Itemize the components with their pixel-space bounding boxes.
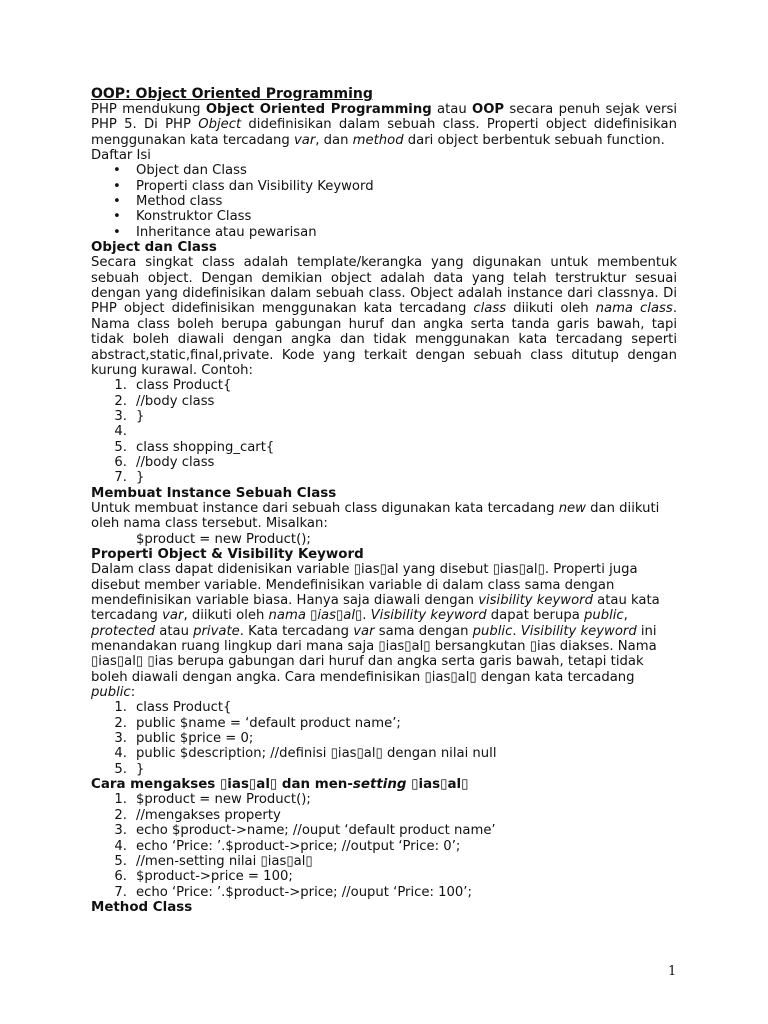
code-text: //men-setting nilai ▯ias▯al▯ (136, 853, 313, 869)
line-number: 6. (114, 454, 127, 470)
code-line (91, 394, 677, 409)
section-heading: Membuat Instance Sebuah Class (91, 485, 337, 501)
text: ini menandakan ruang lingkup dari mana saja ▯ias▯al▯ bersangkutan ▯ias diakses. Nama ▯ias▯al▯ ▯ias berupa gabungan dari huruf dan angka serta garis bawah, tetapi tidak boleh diawali dengan angka. Cara mendefinisikan ▯ias▯al▯ dengan kata tercadang (91, 623, 657, 685)
text: PHP mendukung (91, 102, 206, 117)
code-list (91, 792, 677, 899)
line-number: 7. (114, 884, 127, 900)
code-line (91, 854, 677, 869)
line-number: 2. (114, 807, 127, 823)
code-line (91, 869, 677, 884)
code-line (91, 470, 677, 485)
code-text: public $name = ‘default product name’; (136, 715, 401, 731)
section-heading: Object dan Class (91, 240, 217, 256)
line-number: 4. (114, 838, 127, 854)
italic-text: Object (198, 117, 242, 133)
italic-text: var (293, 132, 316, 148)
line-number: 5. (114, 853, 127, 869)
line-number: 6. (114, 869, 127, 885)
code-line (91, 455, 677, 470)
line-number: 1. (114, 700, 127, 716)
toc-item: • Object dan Class (91, 163, 677, 178)
italic-text: public (583, 608, 624, 624)
italic-text: nama ▯ias▯al▯ (268, 608, 363, 624)
text: dan diikuti oleh nama class tersebut. Misalkan: (91, 500, 660, 532)
code-text: public $price = 0; (136, 731, 254, 747)
text: didefinisikan dalam sebuah class. Properti object didefinisikan menggunakan kata tercadang (91, 117, 677, 148)
text: dapat berupa (486, 608, 584, 624)
code-text: class shopping_cart{ (136, 439, 275, 455)
text: sama dengan (374, 623, 473, 639)
section-heading: Properti Object & Visibility Keyword (91, 546, 364, 562)
toc-list (91, 163, 677, 240)
code-line (91, 409, 677, 424)
italic-text: visibility keyword (478, 593, 593, 608)
bold-text: OOP (472, 102, 505, 117)
line-number: 5. (114, 439, 127, 455)
text: Dalam class dapat didenisikan variable ▯ias▯al yang disebut ▯ias▯al▯. Properti juga disebut member variable. Mendefinisikan variable di dalam class sama dengan mendefinisikan variable biasa. Hanya saja diawali dengan (91, 562, 638, 608)
code-snippet: $product = new Product(); (136, 531, 311, 547)
code-line (91, 378, 677, 393)
italic-text: class (473, 301, 507, 317)
italic-text: setting (352, 777, 407, 793)
text: . Nama class boleh berupa gabungan huruf dan angka serta tanda garis bawah, tapi tidak boleh diawali dengan angka dan tidak menggunakan kata tercadang seperti abstract,static,final,private. Kode yang terkait dengan sebuah class ditutup dengan kurung kurawal. Contoh: (91, 301, 678, 378)
toc-label: Daftar Isi (91, 148, 151, 164)
italic-text: nama class (595, 301, 673, 317)
italic-text: protected (91, 623, 156, 639)
code-text: //mengakses property (136, 807, 281, 823)
text: atau (431, 102, 473, 117)
text: secara penuh sejak versi PHP 5. Di PHP (91, 102, 678, 133)
italic-text: var (162, 608, 184, 624)
text: . (512, 623, 521, 639)
code-line (91, 424, 677, 439)
code-list (91, 700, 677, 777)
italic-text: method (352, 132, 404, 148)
code-line (91, 823, 677, 838)
line-number: 3. (114, 731, 127, 747)
code-text: echo $product->name; //ouput ‘default product name’ (136, 823, 496, 839)
code-line (91, 762, 677, 777)
code-text: public $description; //definisi ▯ias▯al▯ dengan nilai null (136, 746, 497, 762)
code-line (91, 700, 677, 715)
code-line (91, 839, 677, 854)
toc-item: • Properti class dan Visibility Keyword (91, 179, 677, 194)
code-text: class Product{ (136, 378, 232, 394)
text: Untuk membuat instance dari sebuah class digunakan kata tercadang (91, 500, 559, 516)
text: , diikuti oleh (183, 608, 269, 624)
line-number: 2. (114, 393, 127, 409)
code-text: class Product{ (136, 700, 232, 716)
toc-item: • Inheritance atau pewarisan (91, 225, 677, 240)
code-line (91, 746, 677, 761)
text: , (623, 608, 628, 624)
document-title: OOP: Object Oriented Programming (91, 86, 373, 102)
italic-text: Visibility keyword (370, 608, 487, 624)
line-number: 3. (114, 823, 127, 839)
section-paragraph (91, 562, 677, 700)
text: : (130, 685, 136, 701)
code-line (91, 885, 677, 900)
line-number: 1. (114, 792, 127, 808)
italic-text: private (193, 623, 240, 639)
italic-text: public (472, 623, 513, 639)
code-line (91, 808, 677, 823)
line-number: 1. (114, 378, 127, 394)
code-line (91, 731, 677, 746)
code-text: $product->price = 100; (136, 869, 293, 885)
section-paragraph (91, 255, 677, 378)
text: . (362, 608, 371, 624)
line-number: 5. (114, 761, 127, 777)
line-number: 4. (114, 746, 127, 762)
page-number: 1 (668, 964, 677, 979)
text: Secara singkat class adalah template/kerangka yang digunakan untuk membentuk sebuah object. Dengan demikian object adalah data yang telah terstruktur sesuai dengan yang didefinisikan dalam sebuah class. Object adalah instance dari classnya. Di PHP object didefinisikan menggunakan kata tercadang (91, 255, 677, 317)
italic-text: var (353, 623, 375, 639)
code-line (91, 440, 677, 455)
italic-text: public (91, 685, 131, 701)
italic-text: Visibility keyword (520, 623, 637, 639)
code-line (91, 792, 677, 807)
code-text: echo ‘Price: ’.$product->price; //output ‘Price: 0’; (136, 838, 461, 854)
intro-paragraph (91, 102, 677, 148)
line-number: 2. (114, 715, 127, 731)
code-text: } (136, 761, 145, 777)
line-number: 4. (114, 424, 127, 440)
code-text: echo ‘Price: ’.$product->price; //ouput ‘Price: 100’; (136, 884, 472, 900)
code-text: //body class (136, 454, 215, 470)
heading-text: Cara mengakses ▯ias▯al▯ dan men- (91, 777, 353, 793)
text: atau (155, 623, 194, 639)
code-text: } (136, 408, 145, 424)
code-line (91, 716, 677, 731)
code-text: $product = new Product(); (136, 792, 311, 808)
text: , dan (315, 132, 353, 148)
section-paragraph (91, 501, 677, 532)
text: atau kata tercadang (91, 593, 660, 624)
line-number: 3. (114, 408, 127, 424)
code-text: } (136, 470, 145, 486)
heading-text: ▯ias▯al▯ (406, 777, 469, 793)
section-heading (91, 777, 677, 792)
code-text: //body class (136, 393, 215, 409)
code-list (91, 378, 677, 485)
line-number: 7. (114, 470, 127, 486)
italic-text: new (558, 500, 586, 516)
document-page (91, 86, 677, 915)
toc-item: • Method class (91, 194, 677, 209)
bold-text: Object Oriented Programming (205, 102, 432, 117)
text: . Kata tercadang (239, 623, 354, 639)
text: dari object berbentuk sebuah function. (403, 132, 665, 148)
toc-item: • Konstruktor Class (91, 209, 677, 224)
section-heading: Method Class (91, 899, 193, 915)
text: diikuti oleh (506, 301, 596, 317)
